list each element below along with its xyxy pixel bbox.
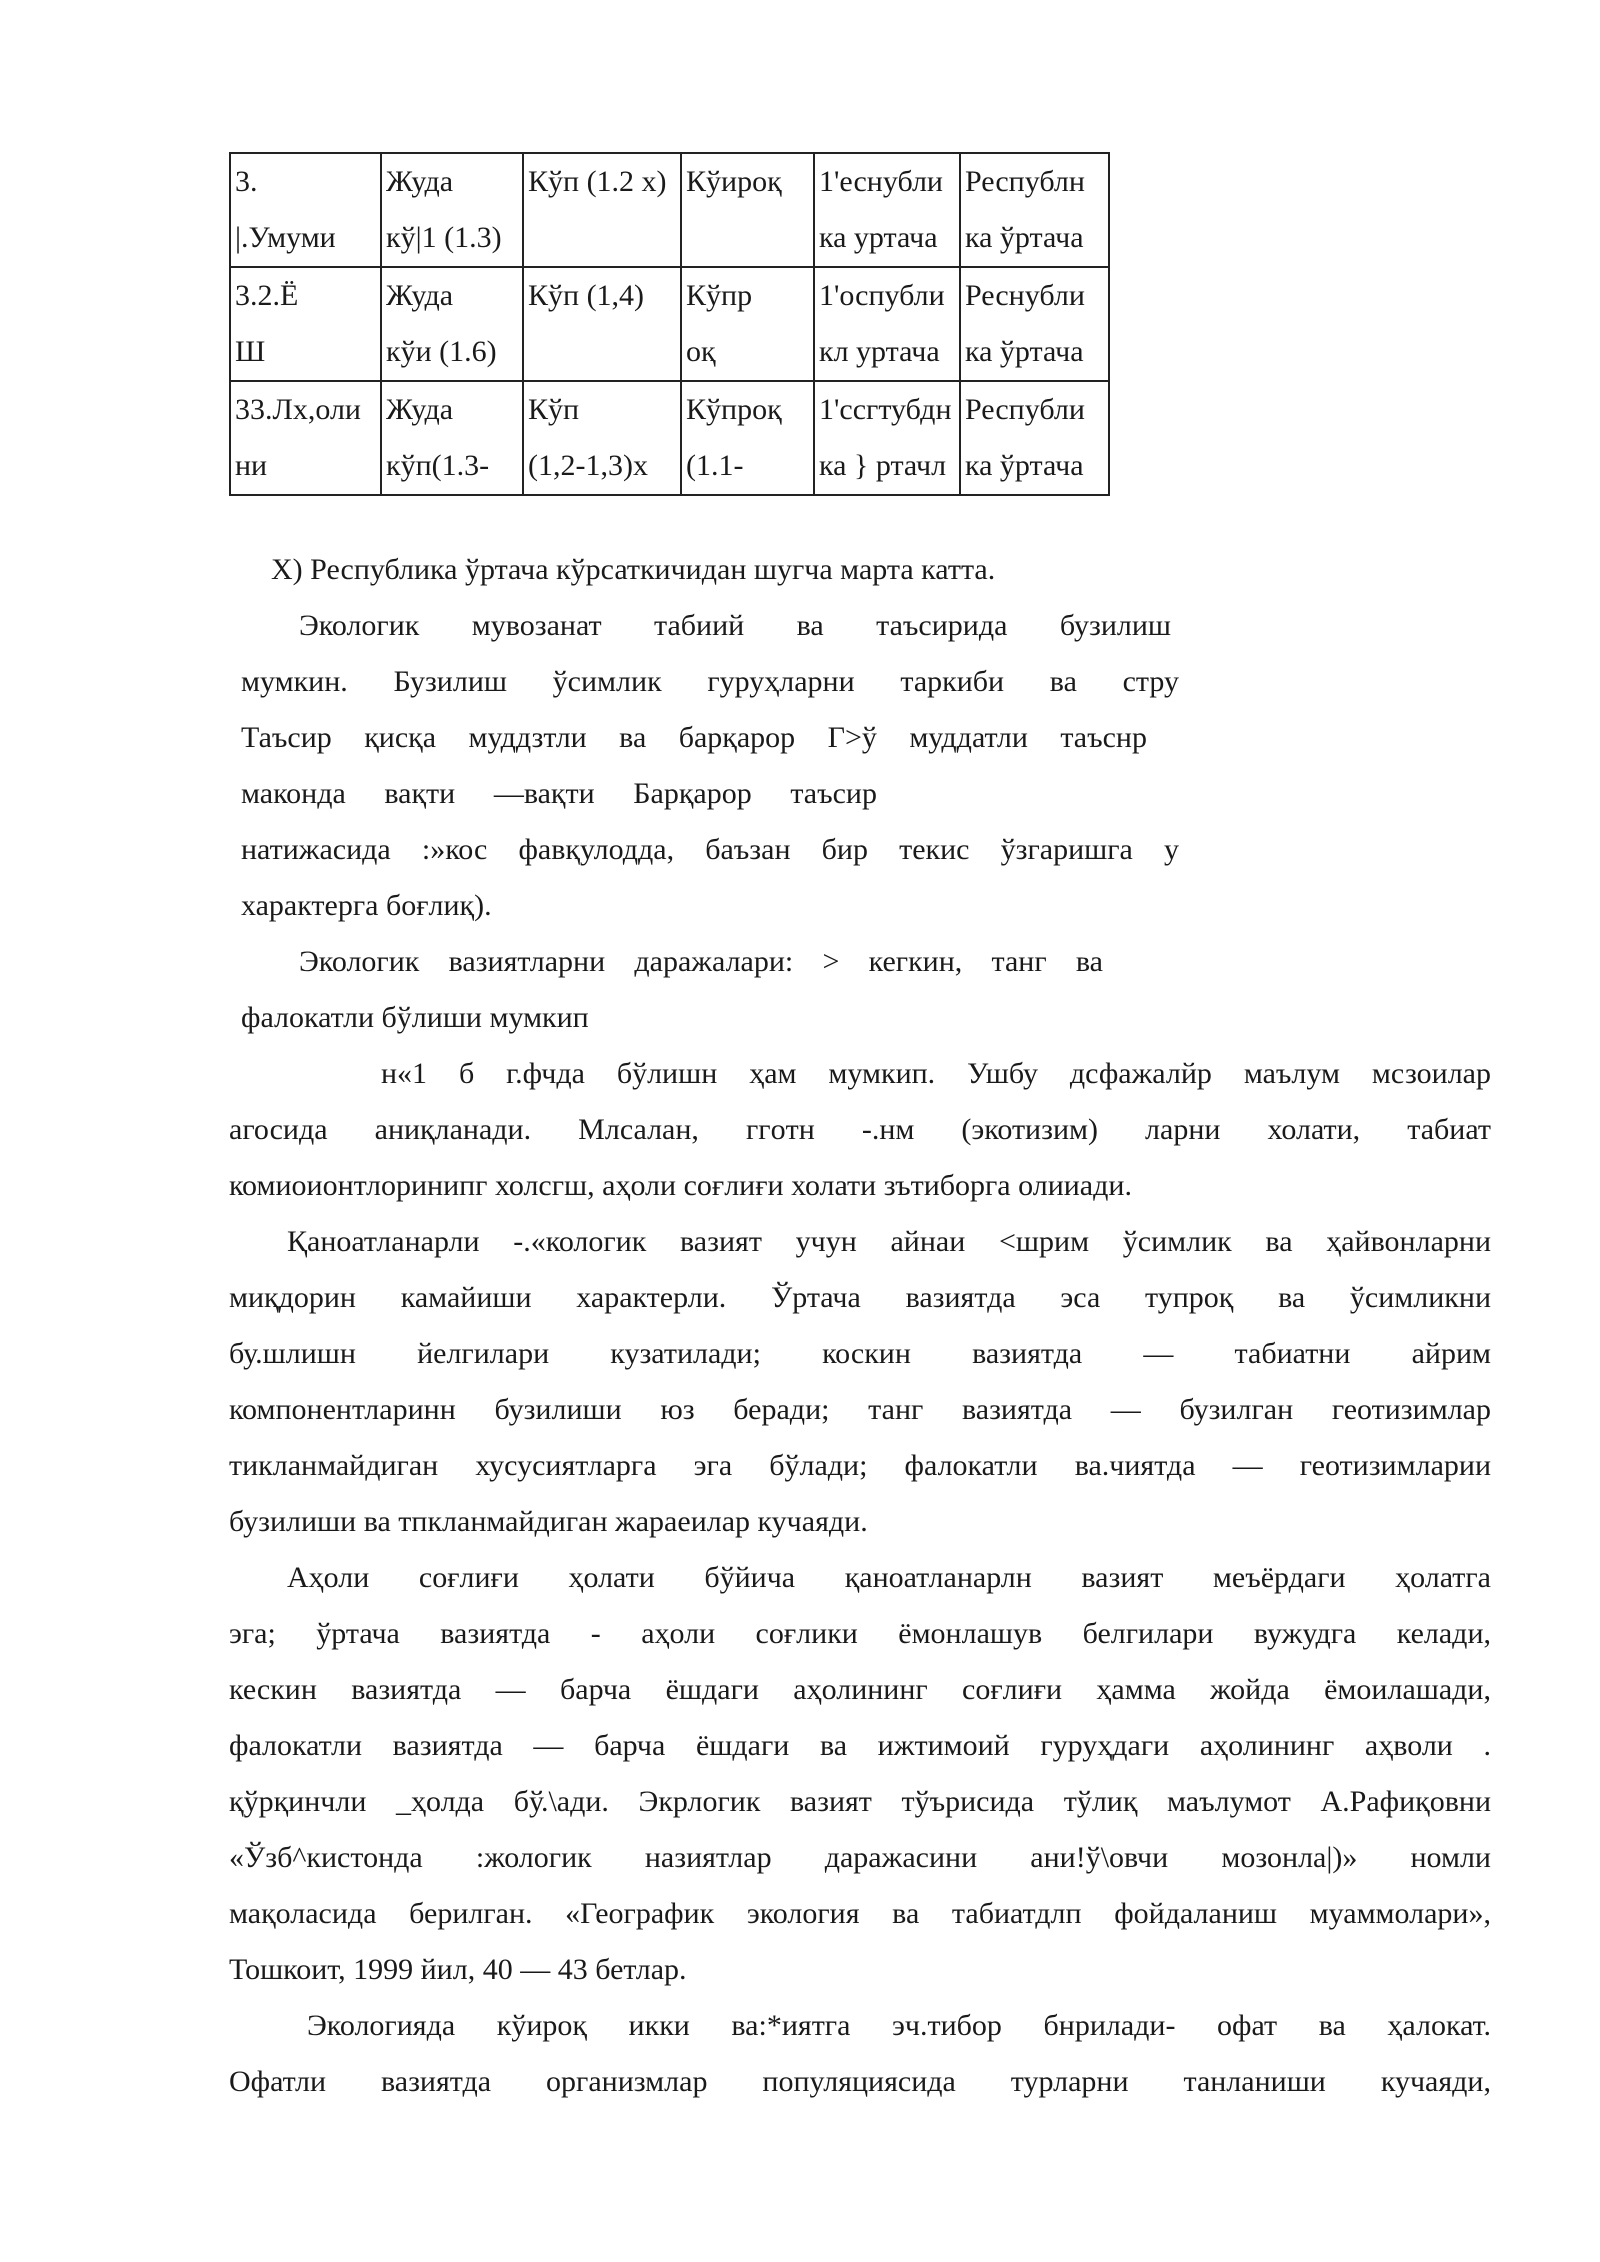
table-cell: Республи ка ўртача [960,381,1109,495]
text-line: маконда вақти —вақти Барқарор таъсир [241,777,877,810]
text-line: Қаноатланарли -.«кологик вазият учун айнаи <шрим ўсимлик ва ҳайвонларни [287,1225,1491,1258]
text-line: Экологик вазиятларни даражалари: > кегкин, танг ва [299,945,1103,978]
table-cell: Кўп (1,2-1,3)х [523,381,681,495]
text-line: агосида аниқланади. Млсалан, ггoтн -.нм (экотизим) ларни холати, табиат [229,1113,1491,1146]
table-cell: 1'оспубли кл уртача [814,267,960,381]
text-line: натижасида :»кос фавқулодда, баъзан бир текис ўзгаришга у [241,833,1179,866]
text-line: қўрқинчли _ҳолда бў.\ади. Экрлогик вазият тўърисида тўлиқ маълумот А.Рафиқовни [229,1785,1491,1818]
text-line: Экологик мувозанат табиий ва таъсирида бузилиш [299,609,1171,642]
table-cell: Кўпроқ (1.1- [681,381,814,495]
text-line: Тошкоит, 1999 йил, 40 — 43 бетлар. [229,1953,687,1986]
text-line: мумкин. Бузилиш ўсимлик гуруҳларни таркиби ва стру [241,665,1179,698]
footnote-line: X) Республика ўртача кўрсаткичидан шугча марта катта. [271,553,996,586]
table-row [230,381,1109,495]
text-line: фалокатли бўлиши мумкип [241,1001,589,1034]
table-cell: Кўироқ [681,153,814,267]
text-line: характерга боғлиқ). [241,889,492,922]
text-line: бузилиши ва тпкланмайдиган жараеилар кучаяди. [229,1505,868,1538]
text-line: «Ўзб^кистонда :жологик назиятлар даражасини ани!ў\овчи мозонла|)» номли [229,1841,1491,1874]
text-line: фалокатли вазиятда — барча ёшдаги ва ижтимоий гуруҳдаги аҳолининг аҳволи . [229,1729,1491,1762]
table-cell: 3. |.Умуми [230,153,381,267]
text-line: мақоласида берилган. «Географик экология ва табиатдлп фойдаланиш муаммолари», [229,1897,1491,1930]
text-line: Экологияда кўироқ икки ва:*иятга эч.тибор бнрилади- офат ва ҳалокат. [307,2009,1491,2042]
table-row [230,153,1109,267]
text-line: Аҳоли соғлиғи ҳолати бўйича қаноатланарлн вазият меъёрдаги ҳолатга [287,1561,1491,1594]
table-cell: Жуда кўи (1.6) [381,267,523,381]
text-line: комиоионтлоринипг холсгш, аҳоли соғлиғи холати зътиборга олииади. [229,1169,1132,1202]
table-cell: Республн ка ўртача [960,153,1109,267]
text-line: Таъсир қисқа муддзтли ва барқарор Г>ў муддатли таъснр [241,721,1147,754]
table-cell: 1'еснубли ка уртача [814,153,960,267]
table-cell: Кўп (1.2 х) [523,153,681,267]
text-line: миқдорин камайиши характерли. Ўртача вазиятда эса тупроқ ва ўсимликни [229,1281,1491,1314]
text-line: кескин вазиятда — барча ёшдаги аҳолининг соғлиғи ҳамма жойда ёмоилашади, [229,1673,1491,1706]
text-line: эга; ўртача вазиятда - аҳоли соғлики ёмонлашув белгилари вужудга келади, [229,1617,1491,1650]
table-cell: Жуда кў|1 (1.3) [381,153,523,267]
table-cell: 3.2.Ё Ш [230,267,381,381]
text-line: бу.шлишн йелгилари кузатилади; коскин вазиятда — табиатни айрим [229,1337,1491,1370]
table-cell: Жуда кўп(1.3- [381,381,523,495]
data-table [229,152,1110,496]
table-cell: 1'ссгтубдн ка } ртачл [814,381,960,495]
table-cell: Кўпр оқ [681,267,814,381]
table-cell: 33.Лх,оли ни [230,381,381,495]
text-line: Офатли вазиятда организмлар популяциясида турларни танланиши кучаяди, [229,2065,1491,2098]
text-line: компонентларинн бузилиши юз беради; танг вазиятда — бузилган геотизимлар [229,1393,1491,1426]
table-row [230,267,1109,381]
text-line: тикланмайдиган хусусиятларга эга бўлади; фалокатли ва.чиятда — геотизимларии [229,1449,1491,1482]
table-cell: Реснубли ка ўртача [960,267,1109,381]
table-cell: Кўп (1,4) [523,267,681,381]
text-line: н«1 б г.фчда бўлишн ҳам мумкип. Ушбу дсфажалйр маълум мсзоилар [381,1057,1491,1090]
